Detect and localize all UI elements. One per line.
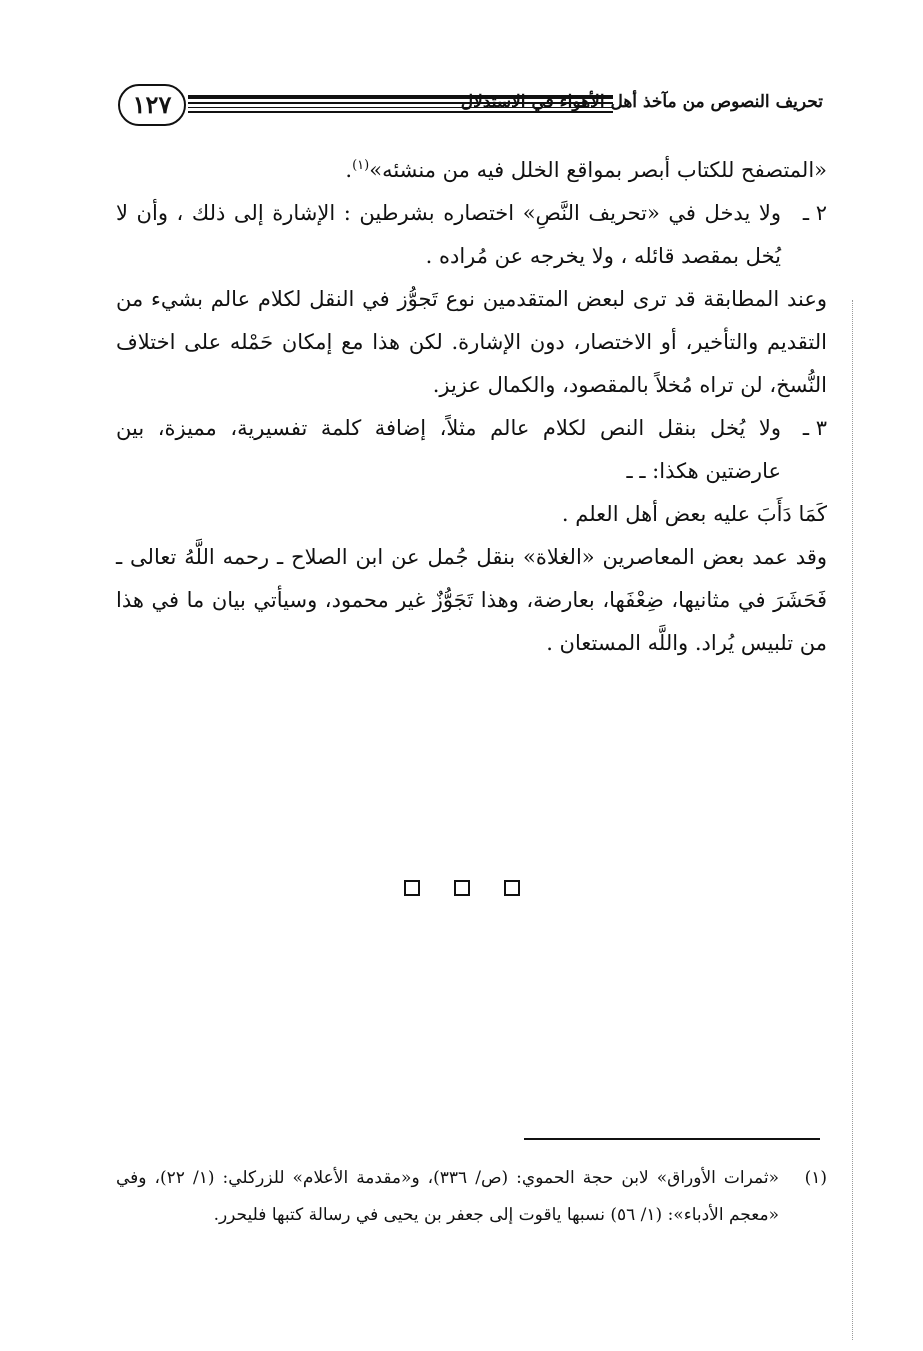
scan-edge-dots xyxy=(851,300,853,1340)
list-item-text: ولا يدخل في «تحريف النَّصِ» اختصاره بشرطين : الإشارة إلى ذلك ، وأن لا يُخل بمقصد قائله ، ولا يخرجه عن مُراده . xyxy=(116,201,781,268)
separator-square-icon xyxy=(404,880,420,896)
running-title: تحريف النصوص من مآخذ أهل الأهواء في الاستدلال xyxy=(460,92,823,112)
paragraph-1: وعند المطابقة قد ترى لبعض المتقدمين نوع تَجوُّز في النقل لكلام عالم بشيء من التقديم والتأخير، أو الاختصار، دون الإشارة. لكن هذا مع إمكان حَمْله على اختلاف النُّسخ، لن تراه مُخلاً بالمقصود، والكمال عزيز. xyxy=(116,287,827,397)
quote-text: «المتصفح للكتاب أبصر بمواقع الخلل فيه من منشئه» xyxy=(369,158,827,182)
page-header xyxy=(118,80,823,136)
footnote xyxy=(116,1160,827,1234)
footnote-divider xyxy=(524,1138,820,1140)
list-item-3 xyxy=(116,407,827,493)
list-item-text: ولا يُخل بنقل النص لكلام عالم مثلاً، إضافة كلمة تفسيرية، مميزة، بين عارضتين هكذا: ـ ـ xyxy=(116,416,781,483)
list-item-number: ٣ ـ xyxy=(802,416,827,440)
quote-line xyxy=(116,144,827,192)
list-item-2 xyxy=(116,192,827,278)
list-item-number: ٢ ـ xyxy=(802,201,827,225)
separator-square-icon xyxy=(454,880,470,896)
separator-square-icon xyxy=(504,880,520,896)
section-separator xyxy=(0,880,923,900)
main-text xyxy=(116,144,827,665)
footnote-ref: (١) xyxy=(352,158,370,173)
footnote-text: «ثمرات الأوراق» لابن حجة الحموي: (ص/ ٣٣٦)، و«مقدمة الأعلام» للزركلي: (١/ ٢٢)، وفي «معجم الأدباء»: (١/ ٥٦) نسبها ياقوت إلى جعفر بن يحيى في رسالة كتبها فليحرر. xyxy=(116,1168,779,1225)
page-number-badge: ١٢٧ xyxy=(118,84,186,126)
paragraph-kama: كَمَا دَأَبَ عليه بعض أهل العلم . xyxy=(561,502,827,526)
quote-period: . xyxy=(345,158,353,182)
footnote-number: (١) xyxy=(804,1168,827,1188)
paragraph-2: وقد عمد بعض المعاصرين «الغلاة» بنقل جُمل عن ابن الصلاح ـ رحمه اللَّهُ تعالى ـ فَحَشَرَ في مثانيها، ضِعْفَها، بعارضة، وهذا تَجَوُّزٌ غير محمود، وسيأتي بيان ما في هذا من تلبيس يُراد. واللَّه المستعان . xyxy=(116,545,827,655)
